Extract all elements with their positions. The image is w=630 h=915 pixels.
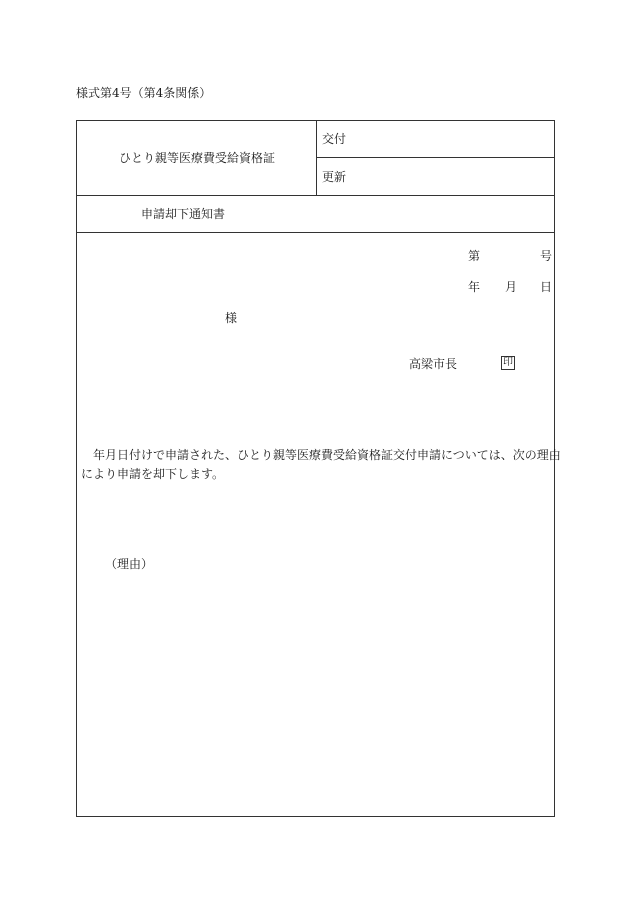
date-day: 日: [540, 280, 553, 294]
options-divider: [316, 157, 555, 158]
number-prefix: 第: [468, 249, 481, 263]
form-number: 様式第4号（第4条関係）: [76, 86, 212, 100]
number-suffix: 号: [540, 249, 553, 263]
notice-row-bottom: [76, 232, 555, 233]
option-renew: 更新: [322, 170, 347, 184]
addressee-suffix: 様: [225, 311, 238, 325]
notice-body: [81, 446, 561, 484]
date-month: 月: [505, 280, 518, 294]
title-row-bottom: [76, 195, 555, 196]
body-line-2: により申請を却下します。: [81, 467, 225, 481]
issuer: 高梁市長: [409, 357, 458, 371]
notice-title: 申請却下通知書: [141, 207, 226, 221]
seal-stamp: 印: [503, 357, 513, 368]
certificate-name: ひとり親等医療費受給資格証: [119, 151, 276, 165]
reason-label: （理由）: [105, 557, 154, 571]
date-year: 年: [468, 280, 481, 294]
option-issue: 交付: [322, 132, 347, 146]
body-line-1: 年月日付けで申請された、ひとり親等医療費受給資格証交付申請については、次の理由: [93, 448, 561, 462]
